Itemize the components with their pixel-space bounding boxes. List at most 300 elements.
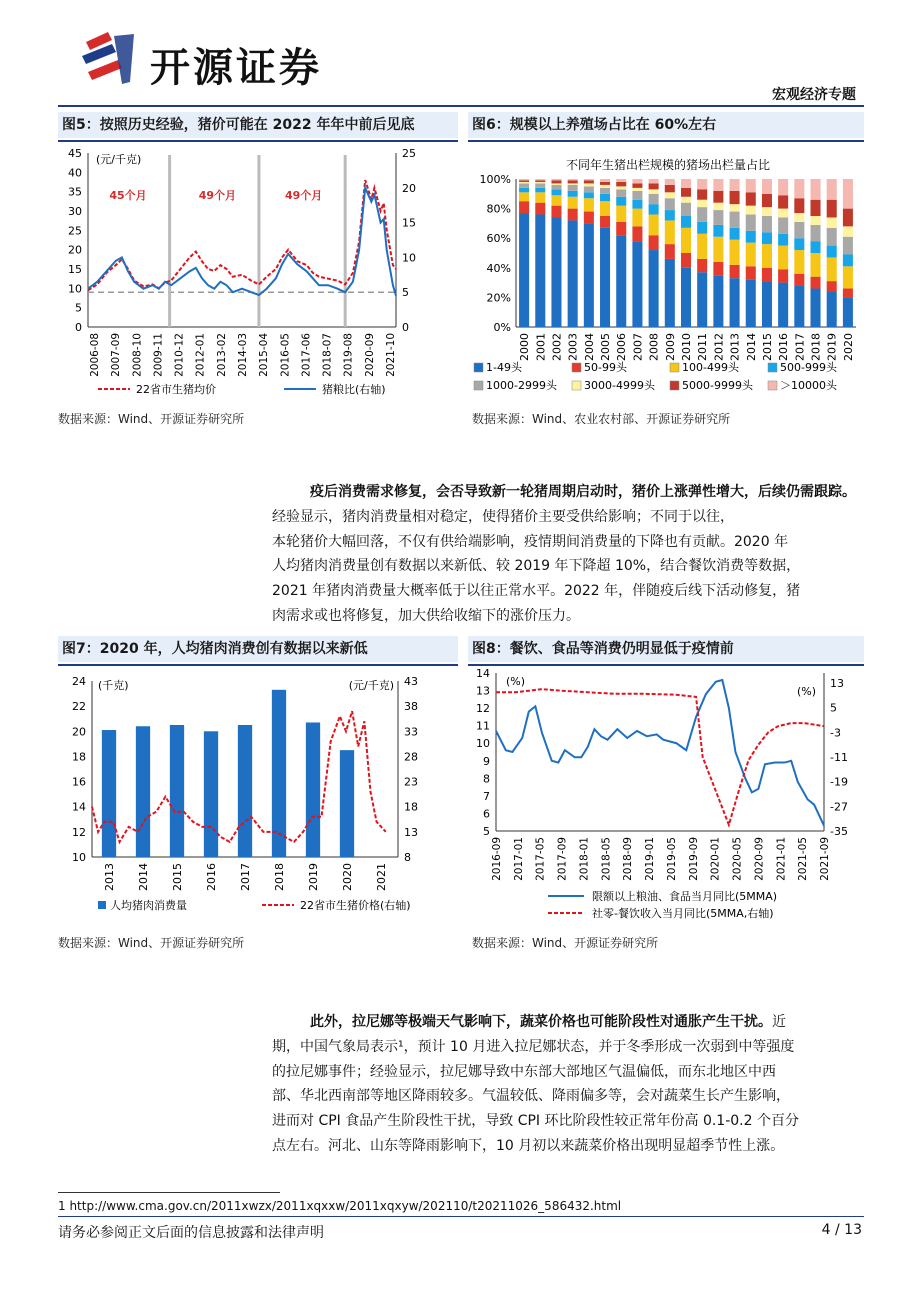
fig6-bar-segment	[535, 182, 545, 183]
fig6-bar-segment	[746, 215, 756, 231]
header-divider	[58, 105, 864, 107]
fig8-right-tick: -35	[830, 825, 848, 838]
fig5-right-tick: 10	[402, 251, 416, 265]
fig6-bar-segment	[535, 188, 545, 192]
fig6-bar-segment	[681, 268, 691, 327]
fig7-left-tick: 10	[72, 851, 86, 864]
para1-line-1: 经验显示，猪肉消费量相对稳定，使得猪价主要受供给影响；不同于以往，	[272, 508, 734, 525]
fig7-title: 图7：2020 年，人均猪肉消费创有数据以来新低	[58, 636, 458, 662]
fig8-left-tick: 10	[476, 737, 490, 751]
fig6-bar-segment	[713, 203, 723, 210]
fig6-bar-segment	[551, 217, 561, 327]
fig7-bar	[204, 731, 218, 857]
fig6-bar-segment	[584, 192, 594, 198]
fig5-x-tick: 2008-10	[131, 333, 144, 377]
fig6-bar-segment	[794, 179, 804, 198]
fig7-x-tick: 2019	[307, 863, 320, 891]
fig8-x-tick: 2016-09	[491, 837, 503, 881]
fig6-bar-segment	[535, 215, 545, 327]
fig6-x-tick: 2020	[841, 333, 855, 361]
fig6-x-tick: 2010	[680, 333, 693, 361]
fig6-x-tick: 2003	[566, 333, 580, 361]
fig6-bar-segment	[827, 200, 837, 218]
fig6-bar-segment	[600, 185, 610, 188]
fig5-x-tick: 2018-07	[321, 333, 334, 377]
fig6-legend-label: 50-99头	[584, 361, 627, 374]
fig8-title: 图8：餐饮、食品等消费仍明显低于疫情前	[468, 636, 864, 662]
fig6-bar-segment	[762, 216, 772, 232]
fig6-bar-segment	[535, 192, 545, 202]
fig6-bar-segment	[665, 192, 675, 198]
fig6-bar-segment	[746, 179, 756, 192]
fig5-legend-price: 22省市生猪均价	[136, 383, 216, 396]
fig8-left-tick: 12	[476, 702, 490, 716]
fig7-right-tick: 33	[404, 725, 418, 739]
fig6-bar-segment	[632, 209, 642, 227]
fig6-bar-segment	[665, 185, 675, 192]
fig6-x-tick: 2014	[744, 333, 758, 361]
fig5-left-tick: 15	[68, 263, 82, 276]
fig6-bar-segment	[600, 216, 610, 228]
fig6-bar-segment	[600, 179, 610, 182]
fig5-cycle-label: 45个月	[109, 189, 147, 202]
fig7-left-tick: 14	[72, 800, 86, 814]
fig6-bar-segment	[535, 180, 545, 181]
fig6-bar-segment	[584, 186, 594, 192]
fig8-x-tick: 2017-09	[556, 837, 569, 881]
fig7-source: 数据来源：Wind、开源证券研究所	[58, 936, 245, 950]
fig6-bar-segment	[681, 203, 691, 216]
fig6-bar-segment	[811, 216, 821, 225]
fig7-left-tick: 20	[72, 725, 86, 739]
page-number: 4 / 13	[821, 1222, 862, 1238]
para1-line-5: 肉需求或也将修复，加大供给收缩下的涨价压力。	[272, 607, 580, 624]
fig6-bar-segment	[827, 217, 837, 227]
fig6-bar-segment	[632, 226, 642, 241]
fig6-bar-segment	[730, 278, 740, 327]
footer-disclaimer: 请务必参阅正文后面的信息披露和法律声明	[58, 1225, 324, 1241]
fig6-bar-segment	[616, 222, 626, 235]
fig8-right-unit: (%)	[796, 685, 816, 698]
fig6-bar-segment	[697, 207, 707, 222]
fig7-right-tick: 8	[404, 851, 411, 864]
fig6-bar-segment	[568, 220, 578, 327]
fig6-legend-swatch	[670, 381, 679, 390]
fig6-bar-segment	[778, 195, 788, 208]
para2-line-2: 期，中国气象局表示¹，预计 10 月进入拉尼娜状态，并于冬季形成一次弱到中等强度	[272, 1038, 795, 1055]
para1-line-3: 人均猪肉消费量创有数据以来新低、较 2019 年下降超 10%，结合餐饮消费等数据，	[272, 558, 801, 575]
fig6-bar-segment	[665, 244, 675, 259]
fig7-right-unit: (元/千克)	[348, 679, 394, 692]
fig6-bar-segment	[519, 201, 529, 213]
fig6-bar-segment	[519, 188, 529, 192]
fig6-bar-segment	[519, 192, 529, 201]
fig6-bar-segment	[600, 194, 610, 201]
fig6-bar-segment	[681, 216, 691, 228]
fig5-left-tick: 45	[68, 147, 82, 160]
fig6-bar-segment	[713, 225, 723, 237]
fig6-bar-segment	[519, 182, 529, 183]
fig5-left-tick: 40	[68, 166, 82, 180]
fig6-bar-segment	[730, 228, 740, 240]
fig5-left-unit: (元/千克)	[96, 153, 142, 166]
fig6-bar-segment	[568, 209, 578, 221]
fig8-x-tick: 2020-01	[709, 837, 722, 881]
fig6-bar-segment	[778, 283, 788, 327]
fig6-bar-segment	[843, 297, 853, 327]
fig6-bar-segment	[697, 272, 707, 327]
fig8-plot	[476, 667, 848, 920]
fig8-left-tick: 8	[483, 772, 490, 786]
fig6-bar-segment	[843, 209, 853, 227]
fig6-x-tick: 2012	[712, 333, 726, 361]
fig5-title: 图5：按照历史经验，猪价可能在 2022 年年中前后见底	[58, 112, 458, 138]
fig6-bar-segment	[584, 212, 594, 224]
fig5-left-tick: 30	[68, 205, 82, 218]
fig6-bar-segment	[551, 180, 561, 183]
fig5-right-tick: 5	[402, 286, 409, 300]
fig6-x-tick: 2008	[647, 333, 661, 361]
fig6-legend-swatch	[572, 363, 581, 372]
fig7-left-tick: 18	[72, 750, 86, 764]
fig6-bar-segment	[697, 189, 707, 199]
fig6-bar-segment	[551, 179, 561, 180]
fig6-bar-segment	[746, 206, 756, 215]
fig6-bar-segment	[551, 183, 561, 184]
fig6-bar-segment	[697, 222, 707, 234]
fig6-bar-segment	[762, 244, 772, 268]
fig6-bar-segment	[632, 241, 642, 327]
fig5-x-tick: 2013-02	[215, 333, 228, 377]
fig5-x-tick: 2020-09	[363, 333, 376, 377]
fig7-legend-bar-swatch	[98, 901, 106, 909]
fig6-bar-segment	[811, 225, 821, 241]
fig6-bar-segment	[730, 265, 740, 278]
fig6-bar-segment	[762, 232, 772, 244]
fig7-right-tick: 38	[404, 700, 418, 714]
fig6-bar-segment	[551, 185, 561, 189]
fig6-bar-segment	[827, 246, 837, 258]
fig6-bar-segment	[762, 207, 772, 216]
fig6-y-tick: 20%	[486, 291, 511, 305]
fig6-bar-segment	[649, 250, 659, 327]
fig6-bar-segment	[632, 179, 642, 183]
fig6-chart	[468, 143, 864, 403]
fig8-x-tick: 2018-01	[578, 837, 591, 881]
fig6-bar-segment	[665, 210, 675, 220]
fig8-series-food	[496, 680, 824, 826]
fig6-bar-segment	[697, 259, 707, 272]
fig6-bar-segment	[778, 179, 788, 195]
fig8-right-tick: -27	[830, 800, 848, 814]
fig6-legend-swatch	[572, 381, 581, 390]
fig6-bar-segment	[730, 212, 740, 228]
fig6-bar-segment	[632, 191, 642, 200]
fig6-bar-segment	[551, 195, 561, 205]
fig8-x-tick: 2017-05	[534, 837, 547, 881]
fig6-legend-swatch	[670, 363, 679, 372]
fig6-bar-segment	[778, 234, 788, 246]
fig6-x-tick: 2006	[615, 333, 629, 361]
fig6-bar-segment	[843, 254, 853, 266]
fig6-x-tick: 2019	[825, 333, 839, 361]
fig6-bar-segment	[649, 179, 659, 183]
fig6-legend-label: 1-49头	[486, 361, 522, 374]
footnote-url: 1 http://www.cma.gov.cn/2011xwzx/2011xqxxw/2011xqxyw/202110/t20211026_586432.html	[58, 1199, 622, 1213]
fig7-right-tick: 43	[404, 675, 418, 688]
fig7-bar	[136, 726, 150, 857]
fig6-x-tick: 2017	[793, 333, 807, 361]
fig6-bar-segment	[649, 183, 659, 189]
fig6-bar-segment	[584, 183, 594, 186]
fig7-x-tick: 2016	[205, 863, 218, 891]
fig7-chart	[58, 667, 458, 923]
fig5-cycle-label: 49个月	[198, 189, 237, 202]
fig6-bar-segment	[665, 220, 675, 244]
fig5-x-tick: 2015-04	[258, 333, 271, 377]
fig6-bar-segment	[713, 179, 723, 191]
fig6-bar-segment	[519, 180, 529, 181]
fig6-bar-segment	[794, 250, 804, 274]
fig6-bar-segment	[778, 217, 788, 233]
footnote-divider	[58, 1192, 280, 1193]
fig6-bar-segment	[519, 183, 529, 187]
fig6-bar-segment	[843, 237, 853, 255]
fig7-x-tick: 2021	[375, 863, 388, 891]
fig5-chart	[58, 143, 458, 403]
fig6-x-tick: 2016	[777, 333, 791, 361]
fig6-bar-segment	[681, 228, 691, 253]
fig6-legend-label: 500-999头	[780, 361, 837, 374]
fig6-bar-segment	[584, 223, 594, 327]
fig6-bar-segment	[697, 234, 707, 259]
fig7-right-tick: 28	[404, 750, 418, 764]
fig6-bar-segment	[794, 222, 804, 238]
fig6-bar-segment	[584, 198, 594, 211]
fig6-bar-segment	[600, 188, 610, 194]
fig6-x-tick: 2000	[518, 333, 532, 361]
fig6-bar-segment	[697, 200, 707, 207]
fig6-bar-segment	[713, 262, 723, 275]
fig6-rule	[468, 140, 864, 142]
fig6-bar-segment	[535, 179, 545, 180]
fig6-bar-segment	[827, 179, 837, 200]
fig6-bar-segment	[794, 238, 804, 250]
fig7-x-tick: 2020	[341, 863, 354, 891]
fig6-x-tick: 2001	[534, 333, 548, 361]
fig8-x-tick: 2019-09	[687, 837, 700, 881]
fig7-right-tick: 23	[404, 775, 418, 789]
para2-bold: 此外，拉尼娜等极端天气影响下，蔬菜价格也可能阶段性对通胀产生干扰。	[310, 1014, 772, 1030]
fig7-left-tick: 22	[72, 700, 86, 714]
fig8-left-tick: 7	[483, 789, 490, 803]
fig6-legend-label: ＞10000头	[780, 379, 837, 392]
fig5-cycle-label: 49个月	[284, 189, 323, 202]
fig6-x-tick: 2002	[550, 333, 564, 361]
para2-line-5: 进而对 CPI 食品产生阶段性干扰，导致 CPI 环比阶段性较正常年份高 0.1-0.2 个百分	[272, 1113, 799, 1130]
fig6-bar-segment	[746, 243, 756, 267]
fig6-bar-segment	[551, 189, 561, 195]
fig6-bar-segment	[568, 179, 578, 180]
fig6-bar-segment	[713, 275, 723, 327]
fig6-bar-segment	[665, 259, 675, 327]
fig7-plot	[72, 675, 418, 912]
fig7-legend-bar: 人均猪肉消费量	[110, 899, 187, 912]
fig6-bar-segment	[827, 281, 837, 291]
fig5-right-tick: 0	[402, 321, 409, 334]
fig6-y-tick: 40%	[486, 261, 511, 275]
para2-line-3: 的拉尼娜事件；经验显示，拉尼娜导致中东部大部地区气温偏低，而东北地区中西	[272, 1063, 776, 1080]
fig6-x-tick: 2011	[696, 333, 710, 361]
fig6-bar-segment	[713, 191, 723, 203]
fig6-legend-label: 1000-2999头	[486, 379, 557, 392]
fig7-left-unit: (千克)	[98, 679, 129, 692]
fig6-bar-segment	[746, 266, 756, 279]
fig8-left-tick: 13	[476, 684, 490, 698]
fig7-right-tick: 18	[404, 800, 418, 814]
para2-line-6: 点左右。河北、山东等降雨影响下，10 月初以来蔬菜价格出现明显超季节性上涨。	[272, 1137, 785, 1154]
fig6-bar-segment	[762, 281, 772, 327]
fig8-x-tick: 2021-05	[797, 837, 810, 881]
fig6-bar-segment	[681, 179, 691, 188]
fig8-legend-catering: 社零-餐饮收入当月同比(5MMA,右轴)	[592, 907, 774, 920]
fig6-bar-segment	[697, 179, 707, 189]
fig6-bar-segment	[665, 179, 675, 185]
fig7-left-tick: 24	[72, 675, 86, 688]
fig6-bar-segment	[843, 226, 853, 236]
fig6-bar-segment	[568, 197, 578, 209]
fig6-legend-swatch	[768, 381, 777, 390]
fig8-x-tick: 2017-01	[512, 837, 525, 881]
fig6-inner-title: 不同年生猪出栏规模的猪场出栏量占比	[565, 158, 771, 172]
fig6-bar-segment	[843, 179, 853, 209]
fig6-bar-segment	[600, 201, 610, 216]
fig6-bar-segment	[794, 286, 804, 327]
fig7-x-tick: 2014	[137, 863, 150, 891]
fig6-bar-segment	[713, 237, 723, 262]
fig8-left-tick: 6	[483, 807, 490, 821]
fig6-bar-segment	[811, 253, 821, 277]
fig5-right-tick: 25	[402, 147, 416, 160]
fig6-y-tick: 100%	[479, 173, 511, 186]
fig6-bar-segment	[535, 203, 545, 215]
fig6-bar-segment	[649, 194, 659, 204]
fig6-bar-segment	[794, 274, 804, 286]
fig6-legend-swatch	[474, 363, 483, 372]
fig6-bar-segment	[616, 197, 626, 206]
section-label: 宏观经济专题	[772, 87, 856, 103]
paragraph-pork-demand	[272, 480, 862, 629]
fig6-bar-segment	[746, 231, 756, 243]
fig6-bar-segment	[730, 179, 740, 191]
fig5-x-tick: 2007-09	[110, 333, 123, 377]
fig6-bar-segment	[746, 192, 756, 205]
fig6-x-tick: 2009	[663, 333, 677, 361]
fig6-bar-segment	[811, 277, 821, 289]
fig8-right-tick: -19	[830, 775, 848, 789]
fig6-bar-segment	[616, 189, 626, 196]
fig6-x-tick: 2005	[599, 333, 613, 361]
fig8-left-tick: 9	[483, 754, 490, 768]
fig6-bar-segment	[811, 241, 821, 253]
fig6-bar-segment	[681, 253, 691, 268]
fig6-bar-segment	[632, 188, 642, 191]
fig6-bar-segment	[600, 228, 610, 327]
fig7-bar	[102, 730, 116, 857]
fig6-x-tick: 2018	[809, 333, 823, 361]
fig6-bar-segment	[519, 179, 529, 180]
fig8-left-tick: 5	[483, 825, 490, 838]
para2-line-4: 部、华北西南部等地区降雨较多。气温较低、降雨偏多等，会对蔬菜生长产生影响，	[272, 1088, 790, 1105]
fig6-bar-segment	[665, 198, 675, 210]
fig6-bar-segment	[568, 183, 578, 184]
fig5-x-tick: 2016-05	[279, 333, 292, 377]
fig6-legend-swatch	[768, 363, 777, 372]
fig6-bar-segment	[649, 215, 659, 236]
fig6-bar-segment	[778, 269, 788, 282]
fig8-x-tick: 2021-01	[775, 837, 788, 881]
fig6-bar-segment	[746, 280, 756, 327]
fig8-x-tick: 2021-09	[819, 837, 831, 881]
brand-name: 开源证券	[150, 45, 322, 91]
fig5-right-tick: 15	[402, 216, 416, 230]
footer-divider	[58, 1216, 864, 1217]
fig6-bar-segment	[827, 228, 837, 246]
fig5-x-tick: 2010-12	[173, 333, 186, 377]
fig7-x-tick: 2015	[171, 863, 184, 891]
fig6-bar-segment	[681, 188, 691, 197]
fig5-x-tick: 2017-06	[300, 333, 313, 377]
fig6-x-tick: 2004	[582, 333, 596, 361]
brand-logo-icon	[78, 30, 138, 88]
fig5-left-tick: 5	[75, 301, 82, 315]
fig5-left-tick: 0	[75, 321, 82, 334]
fig6-legend-swatch	[474, 381, 483, 390]
fig6-bar-segment	[730, 240, 740, 265]
para1-line-4: 2021 年猪肉消费量大概率低于以往正常水平。2022 年，伴随疫后线下活动修复，猪	[272, 583, 801, 600]
fig8-x-tick: 2018-05	[600, 837, 613, 881]
fig8-x-tick: 2020-05	[731, 837, 744, 881]
fig5-rule	[58, 140, 458, 142]
fig6-x-tick: 2015	[760, 333, 774, 361]
fig6-bar-segment	[616, 186, 626, 189]
para1-line-2: 本轮猪价大幅回落，不仅有供给端影响，疫情期间消费量的下降也有贡献。2020 年	[272, 533, 789, 550]
fig7-bar	[238, 725, 252, 857]
fig7-bar	[170, 725, 184, 857]
fig6-bar-segment	[568, 191, 578, 197]
fig8-series-catering	[496, 689, 824, 825]
fig7-x-tick: 2018	[273, 863, 286, 891]
fig8-right-tick: -11	[830, 751, 848, 764]
fig6-x-tick: 2007	[631, 333, 645, 361]
paragraph-la-nina	[272, 1010, 862, 1159]
fig6-bar-segment	[827, 257, 837, 281]
para2-line-1: 近	[772, 1014, 786, 1030]
fig8-chart	[468, 667, 864, 923]
fig8-source: 数据来源：Wind、开源证券研究所	[472, 936, 659, 950]
fig6-bar-segment	[649, 204, 659, 214]
fig6-plot	[474, 157, 856, 392]
fig7-x-tick: 2017	[239, 863, 252, 891]
fig6-bar-segment	[794, 198, 804, 213]
fig8-rule	[468, 664, 864, 666]
fig6-bar-segment	[681, 197, 691, 203]
fig5-x-tick: 2012-01	[194, 333, 207, 377]
fig6-bar-segment	[535, 183, 545, 187]
fig6-bar-segment	[778, 209, 788, 218]
fig6-bar-segment	[568, 185, 578, 191]
fig6-x-tick: 2013	[728, 333, 742, 361]
